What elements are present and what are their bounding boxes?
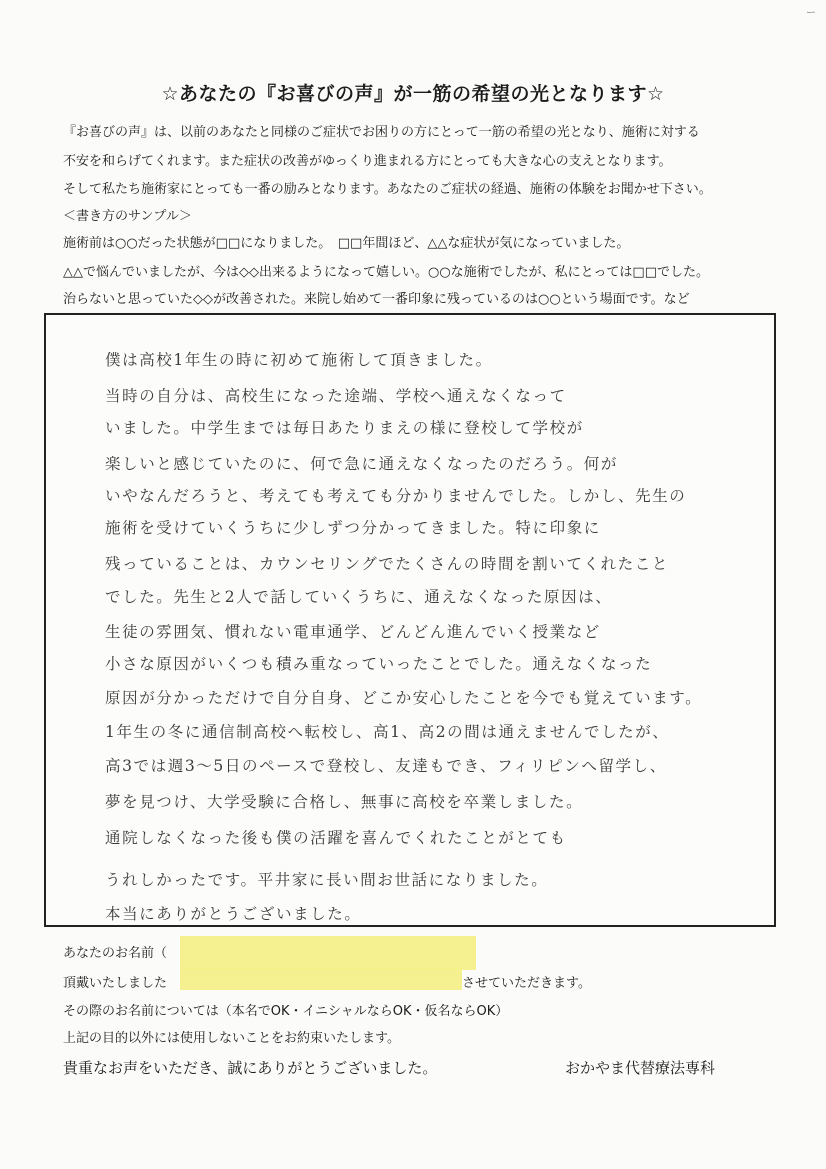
intro-line: 不安を和らげてくれます。また症状の改善がゆっくり進まれる方にとっても大きな心の支えとなります。 bbox=[63, 154, 672, 169]
consent-prefix: 頂戴いたしました bbox=[63, 976, 168, 991]
name-label: あなたのお名前（ bbox=[63, 946, 168, 961]
intro-line: 『お喜びの声』は、以前のあなたと同様のご症状でお困りの方にとって一筋の希望の光となり、施術に対する bbox=[63, 125, 700, 140]
name-note: その際のお名前については（本名でOK・イニシャルならOK・仮名ならOK） bbox=[63, 1004, 509, 1019]
testimonial-line: いました。中学生までは毎日あたりまえの様に登校して学校が bbox=[105, 419, 584, 437]
testimonial-line: 残っていることは、カウンセリングでたくさんの時間を割いてくれたこと bbox=[105, 555, 669, 573]
testimonial-line: 施術を受けていくうちに少しずつ分かってきました。特に印象に bbox=[105, 519, 601, 537]
testimonial-line: 楽しいと感じていたのに、何で急に通えなくなったのだろう。何が bbox=[105, 455, 619, 473]
purpose-note: 上記の目的以外には使用しないことをお約束いたします。 bbox=[63, 1031, 400, 1046]
thanks-message: 貴重なお声をいただき、誠にありがとうございました。 bbox=[63, 1059, 438, 1077]
testimonial-line: うれしかったです。平井家に長い間お世話になりました。 bbox=[105, 871, 549, 889]
corner-mark: ー bbox=[806, 8, 816, 19]
sample-heading: ＜書き方のサンプル＞ bbox=[63, 209, 192, 224]
testimonial-line: 通院しなくなった後も僕の活躍を喜んでくれたことがとても bbox=[105, 829, 567, 847]
intro-line: そして私たち施術家にとっても一番の励みとなります。あなたのご症状の経過、施術の体験をお聞かせ下さい。 bbox=[63, 182, 712, 197]
testimonial-line: 本当にありがとうございました。 bbox=[105, 905, 362, 923]
testimonial-line: 僕は高校1年生の時に初めて施術して頂きました。 bbox=[105, 351, 493, 369]
sample-line: 治らないと思っていた◇◇が改善された。来院し始めて一番印象に残っているのは○○という場面です。など bbox=[63, 292, 690, 307]
testimonial-line: 原因が分かっただけで自分自身、どこか安心したことを今でも覚えています。 bbox=[105, 689, 703, 707]
clinic-name: おかやま代替療法専科 bbox=[565, 1059, 716, 1077]
testimonial-line: でした。先生と2人で話していくうちに、通えなくなった原因は、 bbox=[105, 588, 613, 606]
redaction-name bbox=[180, 936, 476, 970]
sample-line: 施術前は○○だった状態が□□になりました。 □□年間ほど、△△な症状が気になっていました。 bbox=[63, 236, 630, 251]
testimonial-line: 生徒の雰囲気、慣れない電車通学、どんどん進んでいく授業など bbox=[105, 623, 601, 641]
testimonial-line: 当時の自分は、高校生になった途端、学校へ通えなくなって bbox=[105, 387, 567, 405]
testimonial-line: 高3では週3～5日のペースで登校し、友達もでき、フィリピンへ留学し、 bbox=[105, 757, 667, 775]
testimonial-line: 夢を見つけ、大学受験に合格し、無事に高校を卒業しました。 bbox=[105, 793, 584, 811]
redaction-consent bbox=[180, 968, 462, 990]
testimonial-line: 小さな原因がいくつも積み重なっていったことでした。通えなくなった bbox=[105, 655, 653, 673]
page-title: ☆あなたの『お喜びの声』が一筋の希望の光となります☆ bbox=[161, 83, 665, 105]
consent-suffix: させていただきます。 bbox=[462, 976, 591, 991]
sample-line: △△で悩んでいましたが、今は◇◇出来るようになって嬉しい。○○な施術でしたが、私にとっては□□でした。 bbox=[63, 265, 709, 280]
testimonial-line: 1年生の冬に通信制高校へ転校し、高1、高2の間は通えませんでしたが、 bbox=[105, 723, 670, 741]
testimonial-line: いやなんだろうと、考えても考えても分かりませんでした。しかし、先生の bbox=[105, 487, 687, 505]
